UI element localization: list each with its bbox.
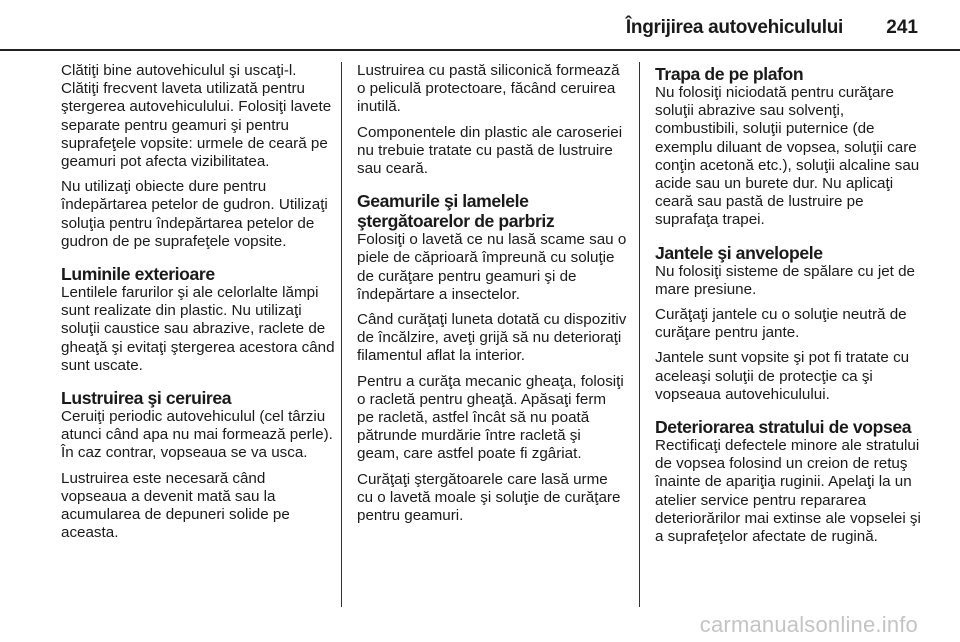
paragraph-waxing: Ceruiţi periodic autovehiculul (cel târziu atunci când apa nu mai formează perle). În caz contrar, vopseaua se va usca. xyxy=(61,408,333,462)
paragraph-polishing: Lustruirea este necesară când vopseaua a devenit mată sau la acumularea de depuneri solide pe aceasta. xyxy=(61,469,290,542)
heading-exterior-lights: Luminile exterioare xyxy=(61,264,215,285)
header-divider xyxy=(0,49,960,51)
heading-sunroof: Trapa de pe plafon xyxy=(655,64,804,84)
heading-polishing: Lustruirea şi ceruirea xyxy=(61,388,232,409)
column-divider-1 xyxy=(341,62,342,607)
page-title: Îngrijirea autovehiculului xyxy=(625,17,843,38)
watermark-link[interactable]: carmanualsonline.info xyxy=(699,612,918,637)
paragraph-plastic: Componentele din plastic ale caroseriei nu trebuie tratate cu pastă de lustruire sau ceară. xyxy=(357,123,623,178)
paragraph-lights: Lentilele farurilor şi ale celorlalte lămpi sunt realizate din plastic. Nu utilizaţi soluţii caustice sau abrazive, raclete de gheaţă şi evitaţi ştergerea acestora când sunt uscate. xyxy=(61,284,335,374)
column-1 xyxy=(61,62,335,549)
column-divider-2 xyxy=(639,62,640,607)
paragraph-sunroof: Nu folosiţi niciodată pentru curăţare soluţii abrazive sau solvenţi, combustibili, soluţii puternice (de exemplu diluant de vopsea, soluţii care conţin acetonă etc.), soluţii alcaline sau acide sau un burete dur. Nu aplicaţi ceară sau pastă de lustruire pe suprafaţa trapei. xyxy=(655,84,920,229)
page-number: 241 xyxy=(886,17,918,38)
paragraph-high-pressure: Nu folosiţi sisteme de spălare cu jet de mare presiune. xyxy=(655,262,916,298)
heading-wheels-tyres: Jantele şi anvelopele xyxy=(655,242,823,263)
paragraph-paint-repair: Rectificaţi defectele minore ale stratului de vopsea folosind un creion de retuş înainte de apariţia ruginii. Apelaţi la un atelier service pentru repararea deteriorărilor mai extinse ale vopselei şi a suprafeţelor afectate de rugină. xyxy=(655,437,921,546)
paragraph-rinse: Clătiţi bine autovehiculul şi uscaţi-l. Clătiţi frecvent laveta utilizată pentru ştergerea autovehiculului. Folosiţi lavete separate pentru geamuri şi pentru suprafeţele vopsite: urmele de ceară pe geamuri pot afecta vizibilitatea. xyxy=(61,62,332,171)
page-header xyxy=(0,0,960,48)
column-2 xyxy=(357,62,627,532)
paragraph-silicone: Lustruirea cu pastă siliconică formează o peliculă protectoare, făcând ceruirea inutilă. xyxy=(357,62,620,116)
paragraph-window-cloth: Folosiţi o lavetă ce nu lasă scame sau o piele de căprioară împreună cu soluţie de curăţare pentru geamuri şi de îndepărtare a insectelor. xyxy=(357,231,627,303)
column-3 xyxy=(655,62,925,553)
heading-windows-wipers: Geamurile şi lamelele ştergătoarelor de parbriz xyxy=(357,191,555,232)
paragraph-ice-scraper: Pentru a curăţa mecanic gheaţa, folosiţi o racletă pentru gheaţă. Apăsaţi ferm pe racletă, astfel încât să nu poată pătrunde murdărie între racletă şi geam, care astfel poate fi zgâriat. xyxy=(357,372,624,463)
paragraph-painted-wheels: Jantele sunt vopsite şi pot fi tratate cu aceleaşi soluţii de protecţie ca şi vopseaua autovehiculului. xyxy=(655,349,910,403)
paragraph-heated-rear-window: Când curăţaţi luneta dotată cu dispozitiv de încălzire, aveţi grijă să nu deterioraţi filamentul aflat la interior. xyxy=(357,311,627,365)
heading-paint-damage: Deteriorarea stratului de vopsea xyxy=(655,417,912,438)
paragraph-wiper-cleaning: Curăţaţi ştergătoarele care lasă urme cu o lavetă moale şi soluţie de curăţare pentru geamuri. xyxy=(357,470,621,525)
paragraph-wheel-cleaner: Curăţaţi jantele cu o soluţie neutră de curăţare pentru jante. xyxy=(655,306,907,342)
paragraph-tar: Nu utilizaţi obiecte dure pentru îndepărtarea petelor de gudron. Utilizaţi soluţia pentru îndepărtarea petelor de gudron de pe suprafeţele vopsite. xyxy=(61,178,328,250)
